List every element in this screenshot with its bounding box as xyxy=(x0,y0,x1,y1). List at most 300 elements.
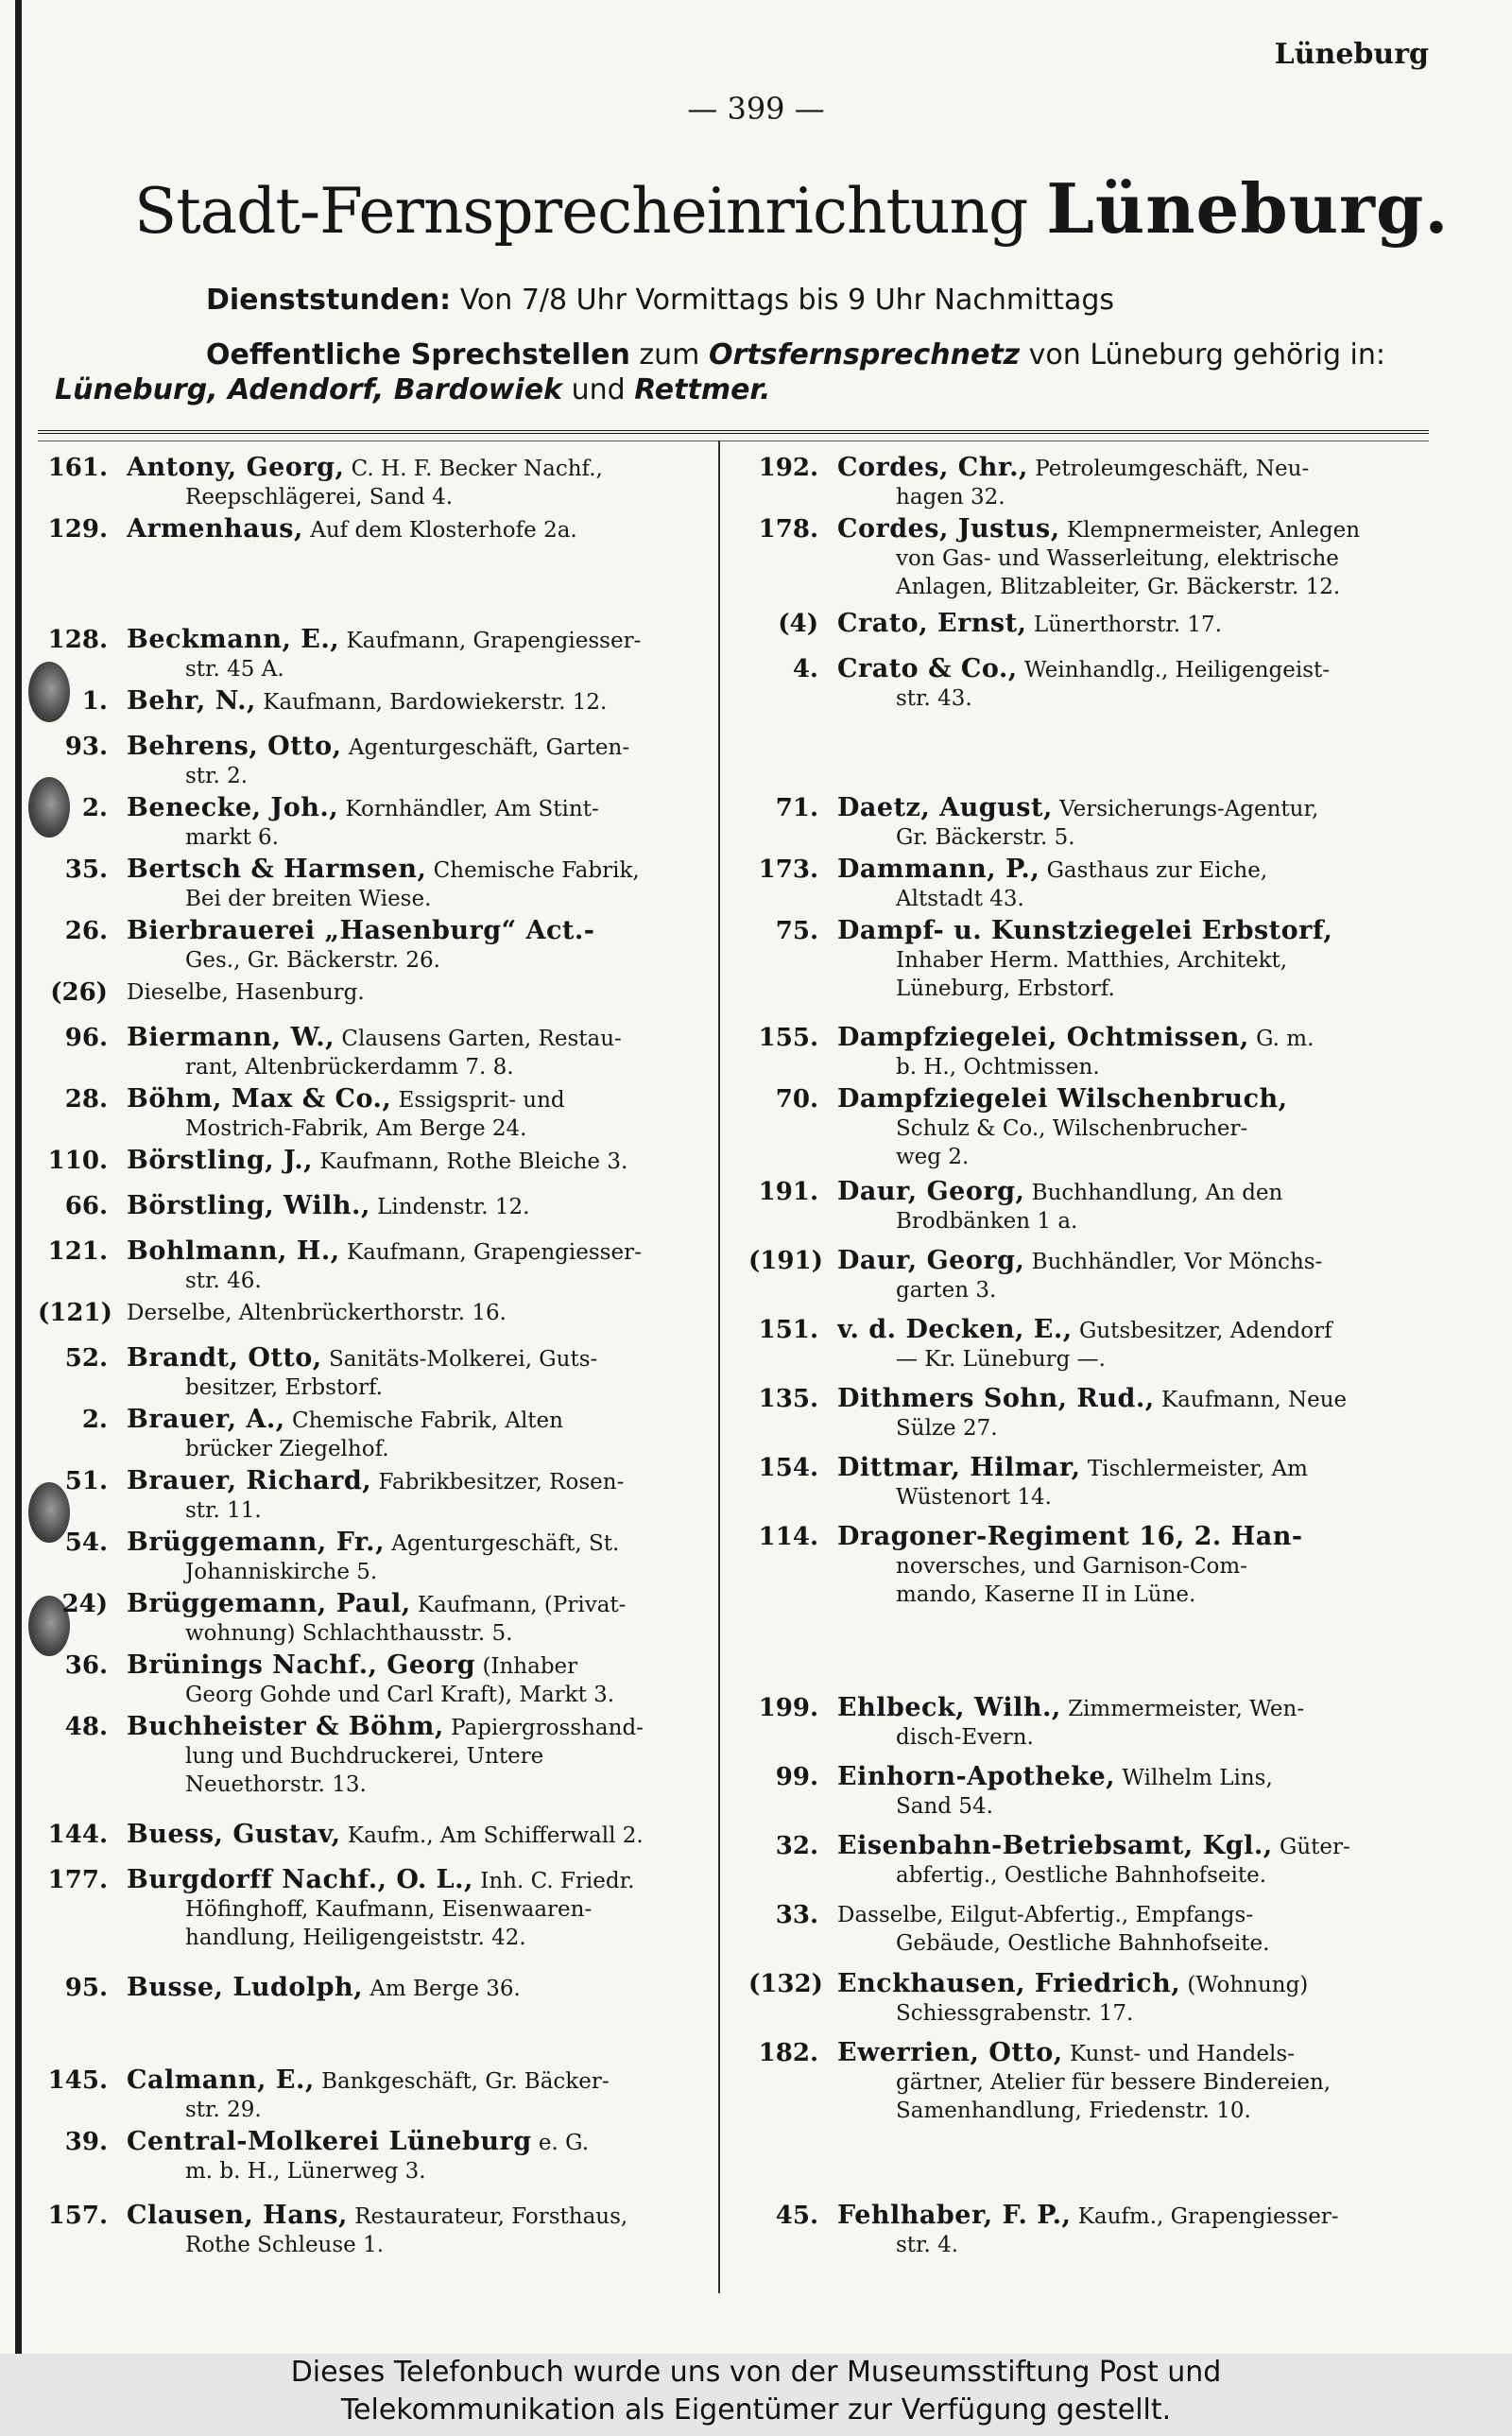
entry-body xyxy=(127,626,707,683)
entry-continuation: Lüneburg, Erbstorf. xyxy=(896,976,1115,1001)
entry-continuation: besitzer, Erbstorf. xyxy=(185,1375,383,1400)
entry-number: 51. xyxy=(64,1467,108,1495)
page-number: — 399 — xyxy=(687,91,825,127)
entry-name: Börstling, J., xyxy=(127,1147,314,1175)
entry-name: Burgdorff Nachf., O. L., xyxy=(127,1866,473,1894)
entry-continuation: von Gas- und Wasserleitung, elektrische xyxy=(896,546,1339,571)
entry-body xyxy=(127,1406,707,1463)
entry-name: Buchheister & Böhm, xyxy=(127,1713,444,1741)
entry-number: 96. xyxy=(64,1024,108,1052)
entry-first-line xyxy=(127,1590,707,1619)
entry-body xyxy=(837,855,1418,913)
entry-number: 114. xyxy=(758,1523,818,1551)
entry-name: Brüggemann, Paul, xyxy=(127,1590,411,1618)
entry-body xyxy=(127,978,707,1007)
entry-details: Derselbe, Altenbrückerthorstr. 16. xyxy=(127,1301,507,1325)
entry-body xyxy=(127,1237,707,1295)
entry-number: 35. xyxy=(64,855,108,884)
entry-first-line xyxy=(127,1344,707,1373)
entry-body xyxy=(837,794,1418,852)
entry-body xyxy=(127,855,707,913)
entry-name: Dampf- u. Kunstziegelei Erbstorf, xyxy=(837,917,1333,945)
entry-name: Antony, Georg, xyxy=(127,454,345,482)
entry-name: Benecke, Joh., xyxy=(127,794,339,822)
entry-name: Brauer, A., xyxy=(127,1406,285,1434)
entry-number: 1. xyxy=(81,687,108,716)
entry-first-line xyxy=(127,1821,707,1850)
entry-name: Börstling, Wilh., xyxy=(127,1192,370,1220)
entry-details: Versicherungs-Agentur, xyxy=(1059,797,1319,821)
entry-details: Lünerthorstr. 17. xyxy=(1033,613,1222,637)
entry-details: Am Berge 36. xyxy=(369,1977,521,2001)
entry-first-line xyxy=(127,1024,707,1053)
public-mid-3: von Lüneburg gehörig in: xyxy=(1028,338,1386,371)
entry-continuation: noversches, und Garnison-Com- xyxy=(896,1554,1247,1579)
entry-body xyxy=(837,1247,1418,1304)
footer-line-2: Telekommunikation als Eigentümer zur Verfügung gestellt. xyxy=(340,2393,1172,2427)
entry-number: 2. xyxy=(81,794,108,822)
entry-body xyxy=(127,1713,707,1799)
entry-continuation: Inhaber Herm. Matthies, Architekt, xyxy=(896,948,1288,973)
entry-name: Einhorn-Apotheke, xyxy=(837,1763,1116,1791)
entry-continuation: Ges., Gr. Bäckerstr. 26. xyxy=(185,948,440,973)
entry-first-line xyxy=(837,1178,1418,1207)
entry-first-line xyxy=(127,687,707,717)
entry-details: Restaurateur, Forsthaus, xyxy=(354,2204,628,2229)
entry-first-line xyxy=(127,733,707,762)
entry-details: (Wohnung) xyxy=(1187,1973,1309,1997)
entry-continuation: str. 45 A. xyxy=(185,657,284,682)
entry-first-line xyxy=(127,794,707,823)
entry-first-line xyxy=(127,1085,707,1114)
entry-first-line xyxy=(837,1024,1418,1053)
entry-continuation: disch-Evern. xyxy=(896,1725,1034,1750)
entry-continuation: Johanniskirche 5. xyxy=(185,1560,378,1584)
entry-continuation: Neuethorstr. 13. xyxy=(185,1772,367,1797)
entry-first-line xyxy=(837,1385,1418,1414)
entry-name: Enckhausen, Friedrich, xyxy=(837,1970,1181,1998)
entry-number: 145. xyxy=(47,2066,108,2095)
entry-first-line xyxy=(127,1299,707,1327)
entry-continuation: Altstadt 43. xyxy=(896,887,1024,911)
entry-first-line xyxy=(837,2202,1418,2231)
entry-continuation: rant, Altenbrückerdamm 7. 8. xyxy=(185,1055,514,1080)
entry-number: 95. xyxy=(64,1974,108,2002)
entry-body xyxy=(127,2202,707,2259)
entry-body xyxy=(127,1147,707,1176)
entry-name: Calmann, E., xyxy=(127,2066,315,2095)
public-mid-2: Ortsfernsprechnetz xyxy=(708,338,1021,371)
entry-body xyxy=(837,1024,1418,1081)
entry-name: Daur, Georg, xyxy=(837,1247,1025,1275)
entry-body xyxy=(127,687,707,717)
entry-number: 71. xyxy=(775,794,818,822)
entry-number: (121) xyxy=(38,1299,112,1327)
entry-details: Kaufmann, Grapengiesser- xyxy=(346,1240,642,1265)
entry-details: Essigsprit- und xyxy=(398,1088,565,1113)
entry-continuation: Schiessgrabenstr. 17. xyxy=(896,2001,1134,2026)
entry-number: 93. xyxy=(64,733,108,761)
footer-line-1: Dieses Telefonbuch wurde uns von der Museumsstiftung Post und xyxy=(290,2356,1222,2389)
entry-name: Dragoner-Regiment 16, 2. Han- xyxy=(837,1523,1303,1551)
entry-name: Bertsch & Harmsen, xyxy=(127,855,427,884)
entry-first-line xyxy=(837,1316,1418,1345)
entry-details: G. m. xyxy=(1256,1027,1314,1051)
entry-details: Buchhandlung, An den xyxy=(1031,1181,1283,1205)
entry-number: 151. xyxy=(758,1316,818,1344)
entry-first-line xyxy=(837,1763,1418,1792)
entry-details: Weinhandlg., Heiligengeist- xyxy=(1024,658,1331,682)
entry-number: 178. xyxy=(758,515,818,544)
entry-name: Dampfziegelei, Ochtmissen, xyxy=(837,1024,1249,1052)
entry-number: 48. xyxy=(64,1713,108,1741)
entry-details: Agenturgeschäft, Garten- xyxy=(348,735,630,760)
title-city: Lüneburg. xyxy=(1046,168,1450,249)
entry-first-line xyxy=(127,1974,707,2003)
entry-body xyxy=(837,1694,1418,1752)
entry-body xyxy=(127,2066,707,2124)
entry-number: 110. xyxy=(47,1147,108,1175)
entry-name: Busse, Ludolph, xyxy=(127,1974,363,2002)
entry-first-line xyxy=(837,1247,1418,1276)
entry-details: Gutsbesitzer, Adendorf xyxy=(1079,1319,1332,1343)
entry-first-line xyxy=(837,917,1418,946)
entry-continuation: Anlagen, Blitzableiter, Gr. Bäckerstr. 12. xyxy=(896,575,1341,599)
entry-continuation: Höfinghoff, Kaufmann, Eisenwaaren- xyxy=(185,1897,593,1922)
entry-details: Kunst- und Handels- xyxy=(1070,2042,1295,2066)
entry-number: 75. xyxy=(775,917,818,945)
entry-first-line xyxy=(127,2128,707,2157)
entry-body xyxy=(127,1024,707,1081)
entry-continuation: Rothe Schleuse 1. xyxy=(185,2233,385,2257)
entry-continuation: str. 43. xyxy=(896,686,972,711)
entry-name: Eisenbahn-Betriebsamt, Kgl., xyxy=(837,1832,1273,1860)
service-hours xyxy=(206,284,1114,317)
entry-first-line xyxy=(127,1467,707,1496)
hours-label: Dienststunden: xyxy=(206,284,452,317)
entry-continuation: brücker Ziegelhof. xyxy=(185,1437,389,1461)
entry-first-line xyxy=(837,454,1418,483)
entry-first-line xyxy=(127,626,707,655)
entry-details: Agenturgeschäft, St. xyxy=(391,1531,620,1556)
entry-details: Chemische Fabrik, Alten xyxy=(291,1408,563,1433)
entry-body xyxy=(837,1901,1418,1958)
entry-details: Kornhändler, Am Stint- xyxy=(345,797,599,821)
entry-continuation: Bei der breiten Wiese. xyxy=(185,887,432,911)
entry-body xyxy=(837,1454,1418,1512)
entry-details: Papiergrosshand- xyxy=(451,1716,644,1740)
entry-continuation: Sülze 27. xyxy=(896,1416,998,1441)
places-und: und xyxy=(571,373,626,406)
entry-name: Buess, Gustav, xyxy=(127,1821,341,1849)
entry-first-line xyxy=(127,1192,707,1221)
entry-continuation: Gr. Bäckerstr. 5. xyxy=(896,825,1075,850)
entry-number: (4) xyxy=(778,610,818,638)
entry-number: 173. xyxy=(758,855,818,884)
entry-name: Bohlmann, H., xyxy=(127,1237,340,1266)
entry-details: Wilhelm Lins, xyxy=(1122,1766,1273,1790)
entry-name: Böhm, Max & Co., xyxy=(127,1085,392,1114)
entry-name: Dampfziegelei Wilschenbruch, xyxy=(837,1085,1288,1114)
entry-name: Dittmar, Hilmar, xyxy=(837,1454,1081,1482)
entry-name: Daur, Georg, xyxy=(837,1178,1025,1206)
entry-first-line xyxy=(837,855,1418,885)
entry-name: Brauer, Richard, xyxy=(127,1467,372,1495)
entry-first-line xyxy=(127,1406,707,1435)
binding-edge xyxy=(15,0,22,2354)
entry-number: 191. xyxy=(758,1178,818,1206)
entry-name: Behrens, Otto, xyxy=(127,733,342,761)
header-rule xyxy=(38,430,1429,437)
entry-number: 2. xyxy=(81,1406,108,1434)
entry-number: 52. xyxy=(64,1344,108,1373)
entry-number: (191) xyxy=(748,1247,823,1275)
entry-body xyxy=(837,1085,1418,1171)
entry-body xyxy=(837,1832,1418,1890)
entry-name: Beckmann, E., xyxy=(127,626,340,654)
entry-body xyxy=(837,655,1418,713)
entry-number: 54. xyxy=(64,1529,108,1557)
entry-body xyxy=(127,1974,707,2003)
page-title xyxy=(134,168,1449,249)
entry-first-line xyxy=(127,855,707,885)
entry-number: (132) xyxy=(748,1970,823,1998)
entry-body xyxy=(127,733,707,790)
entry-first-line xyxy=(127,1866,707,1895)
entry-number: 4. xyxy=(792,655,818,683)
entry-number: 33. xyxy=(775,1901,818,1929)
entry-name: Crato & Co., xyxy=(837,655,1018,683)
entry-first-line xyxy=(127,1147,707,1176)
entry-continuation: handlung, Heiligengeiststr. 42. xyxy=(185,1926,526,1950)
entry-details: Buchhändler, Vor Mönchs- xyxy=(1031,1250,1323,1274)
entry-body xyxy=(837,2039,1418,2125)
entry-first-line xyxy=(127,454,707,483)
entry-body xyxy=(837,1178,1418,1235)
entry-body xyxy=(127,1192,707,1221)
entry-details: (Inhaber xyxy=(482,1654,578,1679)
entry-first-line xyxy=(127,2202,707,2231)
entry-name: Cordes, Chr., xyxy=(837,454,1028,482)
column-divider xyxy=(718,441,720,2293)
entry-details: e. G. xyxy=(538,2131,590,2155)
entry-first-line xyxy=(837,1694,1418,1723)
places-2: Rettmer. xyxy=(634,373,771,406)
entry-first-line xyxy=(837,1523,1418,1552)
entry-continuation: Schulz & Co., Wilschenbrucher- xyxy=(896,1116,1248,1141)
entry-number: 66. xyxy=(64,1192,108,1220)
entry-first-line xyxy=(837,515,1418,544)
entry-continuation: markt 6. xyxy=(185,825,279,850)
entry-body xyxy=(127,1651,707,1709)
entry-first-line xyxy=(837,2039,1418,2068)
entry-body xyxy=(127,1821,707,1850)
public-mid-1: zum xyxy=(639,338,700,371)
entry-first-line xyxy=(837,1454,1418,1483)
entry-details: Lindenstr. 12. xyxy=(377,1195,530,1219)
title-prefix: Stadt-Fernsprecheinrichtung xyxy=(134,175,1028,248)
hours-text: Von 7/8 Uhr Vormittags bis 9 Uhr Nachmittags xyxy=(459,284,1115,317)
entry-body xyxy=(127,515,707,544)
entry-details: Güter- xyxy=(1279,1835,1350,1859)
entry-body xyxy=(837,1523,1418,1609)
entry-body xyxy=(837,454,1418,511)
entry-continuation: b. H., Ochtmissen. xyxy=(896,1055,1100,1080)
entry-details: Tischlermeister, Am xyxy=(1087,1457,1308,1481)
entry-first-line xyxy=(837,1832,1418,1861)
entry-number: 26. xyxy=(64,917,108,945)
entry-body xyxy=(837,1970,1418,2028)
entry-continuation: Brodbänken 1 a. xyxy=(896,1209,1078,1234)
public-label: Oeffentliche Sprechstellen xyxy=(206,338,630,371)
entry-name: Dammann, P., xyxy=(837,855,1040,884)
entry-details: Dieselbe, Hasenburg. xyxy=(127,980,365,1005)
entry-number: 70. xyxy=(775,1085,818,1114)
entry-number: 155. xyxy=(758,1024,818,1052)
entry-number: 135. xyxy=(758,1385,818,1413)
entry-continuation: weg 2. xyxy=(896,1145,970,1169)
entry-body xyxy=(837,2202,1418,2259)
entry-body xyxy=(837,1763,1418,1821)
entry-details: Sanitäts-Molkerei, Guts- xyxy=(329,1347,598,1372)
entry-details: Klempnermeister, Anlegen xyxy=(1066,518,1361,543)
entry-first-line xyxy=(127,1237,707,1267)
entry-first-line xyxy=(127,1713,707,1742)
entry-first-line xyxy=(127,917,707,946)
entry-name: Ewerrien, Otto, xyxy=(837,2039,1063,2067)
entry-number: 24) xyxy=(61,1590,108,1618)
entry-body xyxy=(127,1085,707,1143)
entry-details: Kaufmann, Grapengiesser- xyxy=(346,629,642,653)
public-stations xyxy=(206,338,1385,371)
entry-body xyxy=(127,1467,707,1525)
entry-name: Cordes, Justus, xyxy=(837,515,1060,544)
entry-first-line xyxy=(837,794,1418,823)
entry-body xyxy=(837,1316,1418,1373)
entry-continuation: garten 3. xyxy=(896,1278,997,1303)
entry-first-line xyxy=(837,1085,1418,1114)
entry-continuation: str. 2. xyxy=(185,764,249,788)
entry-continuation: abfertig., Oestliche Bahnhofseite. xyxy=(896,1863,1266,1888)
entry-name: Armenhaus, xyxy=(127,515,303,544)
entry-body xyxy=(837,515,1418,601)
entry-name: Brünings Nachf., Georg xyxy=(127,1651,476,1680)
entry-details: Kaufmann, Neue xyxy=(1160,1388,1348,1412)
entry-continuation: Mostrich-Fabrik, Am Berge 24. xyxy=(185,1116,527,1141)
places-1: Lüneburg, Adendorf, Bardowiek xyxy=(55,373,563,406)
entry-continuation: m. b. H., Lünerweg 3. xyxy=(185,2159,426,2184)
entry-continuation: str. 46. xyxy=(185,1269,262,1293)
entry-number: 99. xyxy=(775,1763,818,1791)
entry-number: 157. xyxy=(47,2202,108,2230)
entry-body xyxy=(837,1385,1418,1443)
entry-name: Brüggemann, Fr., xyxy=(127,1529,385,1557)
entry-name: Clausen, Hans, xyxy=(127,2202,348,2230)
entry-continuation: Sand 54. xyxy=(896,1794,993,1819)
entry-number: 45. xyxy=(775,2202,818,2230)
entry-details: Fabrikbesitzer, Rosen- xyxy=(378,1470,625,1494)
entry-first-line xyxy=(127,1529,707,1558)
entry-name: v. d. Decken, E., xyxy=(837,1316,1073,1344)
entry-body xyxy=(127,917,707,975)
entry-name: Crato, Ernst, xyxy=(837,610,1027,638)
entry-body xyxy=(127,1866,707,1952)
entry-continuation: Reepschlägerei, Sand 4. xyxy=(185,485,454,510)
entry-first-line xyxy=(837,1970,1418,1999)
entry-body xyxy=(127,794,707,852)
entry-number: 154. xyxy=(758,1454,818,1482)
entry-continuation: str. 4. xyxy=(896,2233,959,2257)
entry-continuation: Samenhandlung, Friedenstr. 10. xyxy=(896,2099,1251,2123)
entry-body xyxy=(837,917,1418,1003)
entry-body xyxy=(127,454,707,511)
entry-details: Kaufmann, (Privat- xyxy=(417,1593,627,1617)
entry-number: 199. xyxy=(758,1694,818,1722)
entry-continuation: str. 11. xyxy=(185,1498,262,1523)
entry-first-line xyxy=(127,1651,707,1681)
entry-details: Gasthaus zur Eiche, xyxy=(1046,858,1268,883)
entry-details: Kaufm., Am Schifferwall 2. xyxy=(347,1823,644,1848)
entry-name: Ehlbeck, Wilh., xyxy=(837,1694,1061,1722)
corner-label: Lüneburg xyxy=(1274,38,1429,71)
entry-name: Central-Molkerei Lüneburg xyxy=(127,2128,532,2156)
entry-number: 177. xyxy=(47,1866,108,1894)
entry-name: Daetz, August, xyxy=(837,794,1053,822)
entry-details: Inh. C. Friedr. xyxy=(480,1869,635,1893)
entry-number: 144. xyxy=(47,1821,108,1849)
entry-continuation: gärtner, Atelier für bessere Bindereien, xyxy=(896,2070,1332,2095)
entry-continuation: lung und Buchdruckerei, Untere xyxy=(185,1744,544,1769)
entry-number: 28. xyxy=(64,1085,108,1114)
entry-number: 39. xyxy=(64,2128,108,2156)
entry-details: Petroleumgeschäft, Neu- xyxy=(1035,457,1310,481)
entry-details: C. H. F. Becker Nachf., xyxy=(351,457,603,481)
entry-continuation: — Kr. Lüneburg —. xyxy=(896,1347,1106,1372)
entry-number: 129. xyxy=(47,515,108,544)
entry-name: Bierbrauerei „Hasenburg“ Act.- xyxy=(127,917,595,945)
entry-details: Kaufmann, Bardowiekerstr. 12. xyxy=(263,690,608,715)
entry-number: 121. xyxy=(47,1237,108,1266)
entry-body xyxy=(127,1344,707,1402)
entry-details: Kaufm., Grapengiesser- xyxy=(1077,2204,1339,2229)
entry-number: 182. xyxy=(758,2039,818,2067)
entry-first-line xyxy=(837,610,1418,639)
entry-continuation: str. 29. xyxy=(185,2098,262,2122)
entry-body xyxy=(837,610,1418,639)
public-places xyxy=(55,373,770,406)
entry-number: 161. xyxy=(47,454,108,482)
footer-note xyxy=(0,2354,1512,2436)
entry-number: 36. xyxy=(64,1651,108,1680)
entry-continuation: Gebäude, Oestliche Bahnhofseite. xyxy=(896,1931,1270,1956)
entry-name: Dithmers Sohn, Rud., xyxy=(837,1385,1155,1413)
entry-number: (26) xyxy=(50,978,108,1007)
entry-details: Dasselbe, Eilgut-Abfertig., Empfangs- xyxy=(837,1903,1254,1927)
entry-first-line xyxy=(127,515,707,544)
entry-first-line xyxy=(127,978,707,1007)
entry-first-line xyxy=(127,2066,707,2096)
entry-details: Clausens Garten, Restau- xyxy=(341,1027,622,1051)
entry-first-line xyxy=(837,1901,1418,1929)
entry-name: Fehlhaber, F. P., xyxy=(837,2202,1072,2230)
entry-details: Kaufmann, Rothe Bleiche 3. xyxy=(319,1149,628,1174)
entry-number: 192. xyxy=(758,454,818,482)
entry-details: Chemische Fabrik, xyxy=(433,858,640,883)
entry-continuation: mando, Kaserne II in Lüne. xyxy=(896,1582,1196,1607)
entry-name: Brandt, Otto, xyxy=(127,1344,322,1373)
entry-body xyxy=(127,1590,707,1648)
entry-name: Biermann, W., xyxy=(127,1024,335,1052)
